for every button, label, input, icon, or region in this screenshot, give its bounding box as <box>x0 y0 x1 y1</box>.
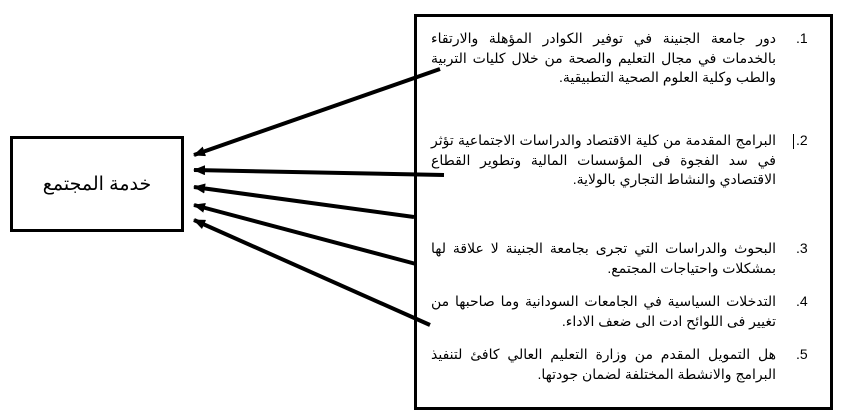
item-text: التدخلات السياسية في الجامعات السودانية وما صاحبها من تغيير فى اللوائح ادت الى ضعف الاداء. <box>431 293 776 329</box>
arrow-item-2 <box>194 170 444 175</box>
item-text: هل التمويل المقدم من وزارة التعليم العالي كافئ لتنفيذ البرامج والانشطة المختلفة لضمان جودتها. <box>431 346 776 382</box>
list-item-4 <box>431 292 824 331</box>
community-service-label: خدمة المجتمع <box>42 173 152 195</box>
list-item-3 <box>431 239 824 278</box>
community-service-box <box>10 136 184 232</box>
list-item-2 <box>431 131 824 190</box>
list-item-1 <box>431 29 824 88</box>
factors-list-box <box>414 14 833 410</box>
list-item-5 <box>431 345 824 384</box>
item-text: البرامج المقدمة من كلية الاقتصاد والدراسات الاجتماعية تؤثر في سد الفجوة فى المؤسسات المالية وتطوير القطاع الاقتصادي والنشاط التجاري بالولاية. <box>431 132 776 187</box>
item-number: .1 <box>796 30 808 46</box>
text-cursor-mark <box>793 134 794 149</box>
item-number: .4 <box>796 293 808 309</box>
arrow-item-1 <box>194 69 440 155</box>
item-text: البحوث والدراسات التي تجرى بجامعة الجنينة لا علاقة لها بمشكلات واحتياجات المجتمع. <box>431 240 776 276</box>
item-number: .3 <box>796 240 808 256</box>
item-text: دور جامعة الجنينة في توفير الكوادر المؤهلة والارتقاء بالخدمات في مجال التعليم والصحة من خلال كليات التربية والطب وكلية العلوم الصحية التطبيقية. <box>431 30 776 85</box>
item-number: .5 <box>796 346 808 362</box>
item-number: .2 <box>796 132 808 148</box>
